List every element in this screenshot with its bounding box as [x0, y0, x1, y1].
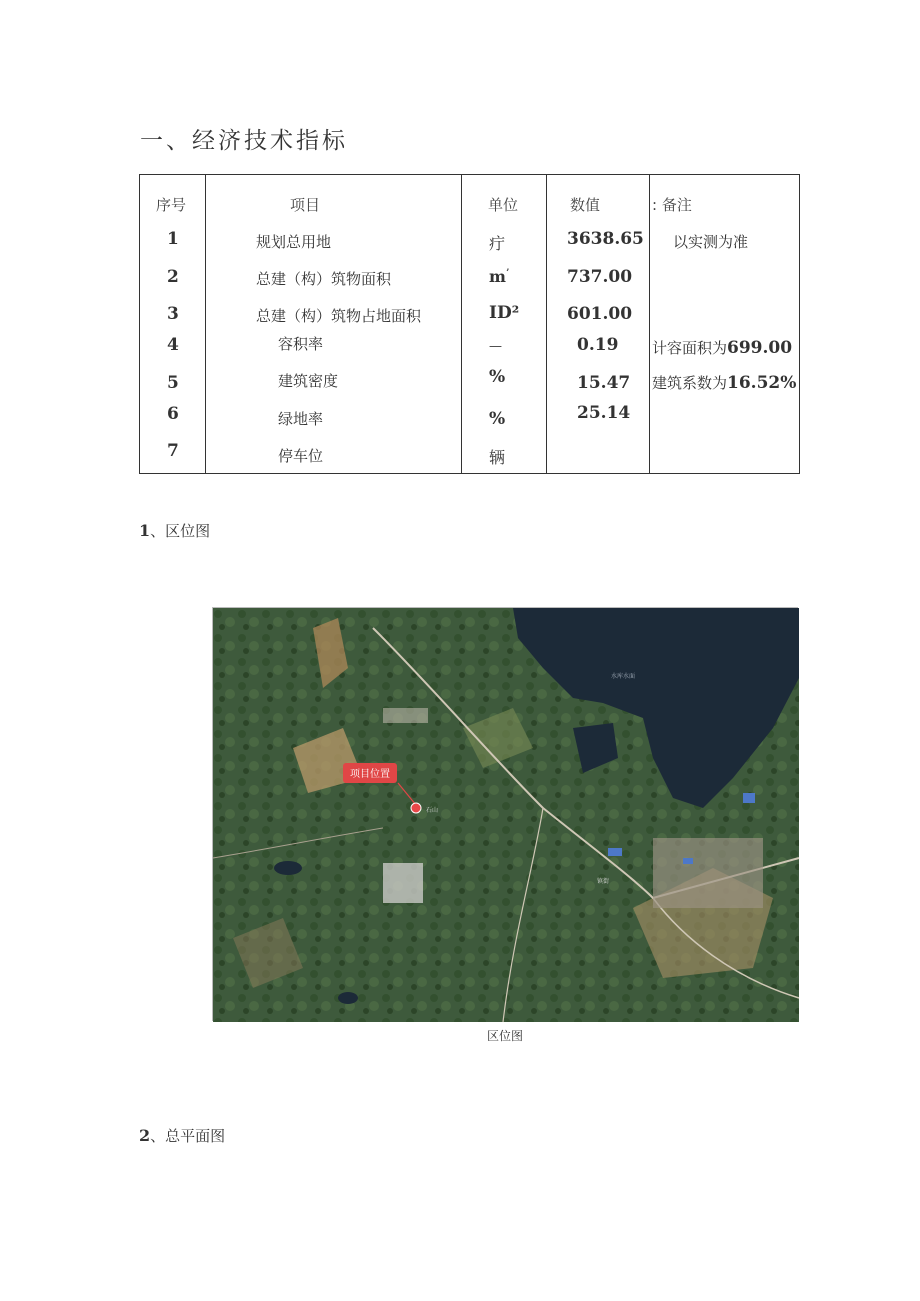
- row-seq: 1: [167, 229, 179, 249]
- row-unit: 辆: [489, 448, 506, 467]
- row-unit: ID²: [489, 303, 520, 323]
- row-value: 3638.65: [567, 229, 644, 249]
- row-seq: 4: [167, 335, 179, 355]
- row-item: 总建（构）筑物占地面积: [256, 307, 422, 325]
- column-divider: [546, 175, 547, 473]
- row-seq: 2: [167, 267, 179, 287]
- row-unit: %: [489, 367, 506, 387]
- row-seq: 5: [167, 373, 179, 393]
- row-value: 737.00: [567, 267, 633, 287]
- satellite-image: [213, 608, 799, 1022]
- town-label: 镇街: [597, 878, 610, 885]
- row-unit: %: [489, 409, 506, 429]
- header-item: 项目: [290, 196, 321, 214]
- row-item: 绿地率: [278, 410, 324, 428]
- location-map: [212, 607, 798, 1021]
- row-value: 601.00: [567, 304, 633, 324]
- header-note: : 备注: [652, 196, 692, 214]
- row-item: 容积率: [278, 335, 324, 353]
- column-divider: [649, 175, 650, 473]
- row-note: 建筑系数为16.52%: [652, 373, 797, 393]
- column-divider: [205, 175, 206, 473]
- place-label: 石山: [426, 807, 439, 814]
- row-item: 停车位: [278, 447, 324, 465]
- map-caption: 区位图: [486, 1029, 523, 1043]
- row-item: 总建（构）筑物面积: [256, 270, 392, 288]
- column-divider: [461, 175, 462, 473]
- row-unit: $m^ʼ$: [489, 267, 510, 286]
- row-unit: 疔: [489, 234, 506, 253]
- location-marker-text: 项目位置: [350, 769, 390, 780]
- indicator-table: [139, 174, 800, 474]
- header-value: 数值: [570, 196, 601, 214]
- lake-label: 水库水面: [611, 673, 636, 680]
- row-item: 规划总用地: [256, 233, 332, 251]
- section-title-location: 1、区位图: [139, 521, 211, 540]
- row-note: 计容面积为699.00: [652, 338, 793, 358]
- header-unit: 单位: [488, 196, 519, 214]
- header-seq: 序号: [156, 196, 187, 214]
- row-value: 25.14: [577, 403, 631, 423]
- row-seq: 6: [167, 404, 179, 424]
- location-pin-icon: [411, 803, 421, 813]
- row-unit: —: [489, 339, 502, 354]
- row-value: 15.47: [577, 373, 631, 393]
- row-seq: 3: [167, 304, 179, 324]
- section-heading: 一、经济技术指标: [140, 128, 348, 154]
- row-value: 0.19: [577, 335, 619, 355]
- section-title-site-plan: 2、总平面图: [139, 1126, 226, 1145]
- row-note: 以实测为准: [673, 233, 749, 251]
- row-item: 建筑密度: [278, 372, 339, 390]
- row-seq: 7: [167, 441, 179, 461]
